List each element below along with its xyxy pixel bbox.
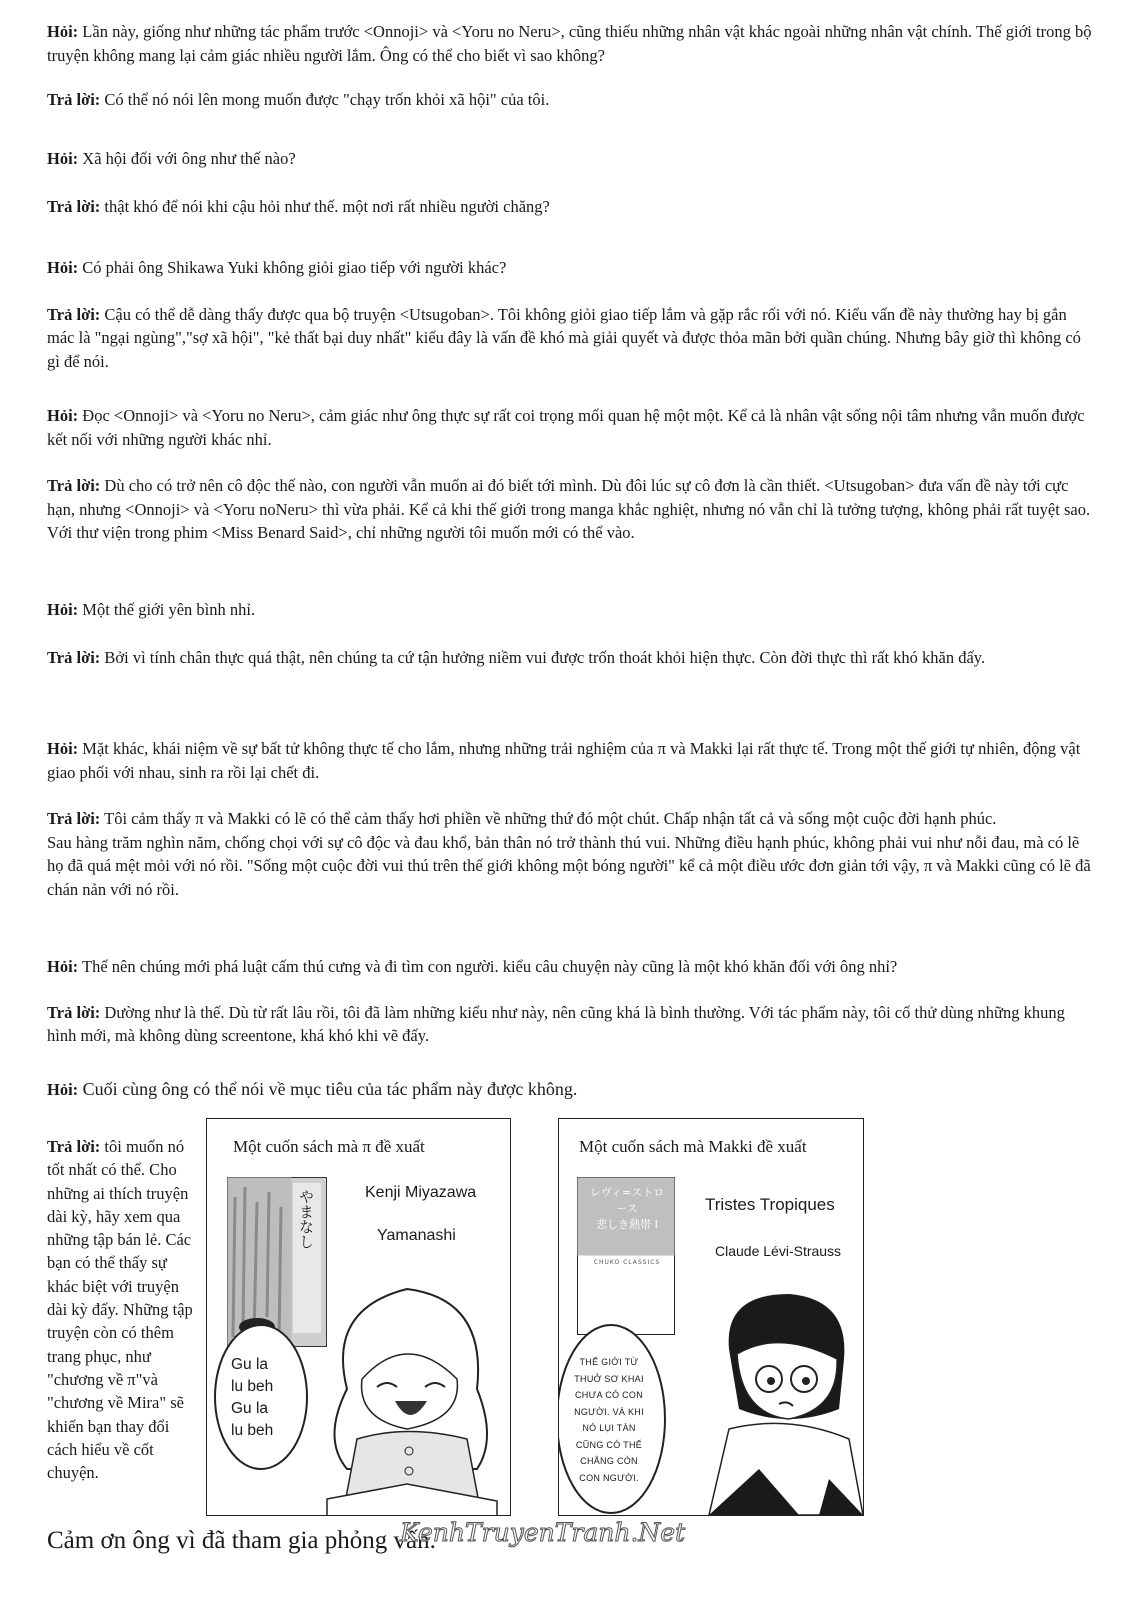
watermark: KenhTruyenTranh.Net <box>400 1518 686 1547</box>
question-text: Mặt khác, khái niệm về sự bất tử không thực tế cho lắm, nhưng những trải nghiệm của π và Makki lại rất thực tế. Trong một thế giới tự nhiên, động vật giao phối với nhau, sinh ra rồi lại chết đi. <box>47 739 1081 782</box>
answer-text: tôi muốn nó tốt nhất có thể. Cho những ai thích truyện dài kỳ, hãy xem qua những tập bán lẻ. Các bạn có thể thấy sự khác biệt với truyện dài kỳ đấy. Những tập truyện còn có thêm trang phục, như "chương về π"và "chương về Mira" sẽ khiến bạn thay đổi cách hiểu về cốt chuyện. <box>47 1137 193 1483</box>
question-text: Lần này, giống như những tác phẩm trước <Onnoji> và <Yoru no Neru>, cũng thiếu những nhân vật khác ngoài những nhân vật chính. Thế giới trong bộ truyện không mang lại cảm giác nhiều người lắm. Ông có thể cho biết vì sao không? <box>47 22 1092 65</box>
answer-text: Dường như là thế. Dù từ rất lâu rồi, tôi đã làm những kiểu như này, nên cũng khá là bình thường. Với tác phẩm này, tôi cố thử dùng những khung hình mới, mà không dùng screentone, khá khó khi vẽ đấy. <box>47 1002 1065 1045</box>
answer <box>47 1001 1097 1048</box>
question-label: Hỏi: <box>47 600 79 619</box>
book-title: Yamanashi <box>377 1227 456 1244</box>
answer-continued: Sau hàng trăm nghìn năm, chống chọi với sự cô độc và đau khổ, bản thân nó trở thành thú vui. Những điều hạnh phúc, không phải vui như nỗi đau, mà có lẽ họ đã quá mệt mỏi với nó rồi. "Sống một cuộc đời vui thú trên thế giới không một bóng người" kể cả một điều ước đơn giản tới vậy, π và Makki cũng có lẽ đã chán nản với nó rồi. <box>47 832 1091 899</box>
question <box>47 404 1097 451</box>
question <box>47 955 1097 979</box>
answer-text: Bởi vì tính chân thực quá thật, nên chúng ta cứ tận hưởng niềm vui được trốn thoát khỏi hiện thực. Còn đời thực thì rất khó khăn đấy. <box>104 647 986 667</box>
answer-label: Trả lời: <box>47 809 101 828</box>
question <box>47 737 1097 784</box>
boy-character-illustration <box>679 1279 863 1515</box>
answer-label: Trả lời: <box>47 1137 101 1156</box>
question-text: Đọc <Onnoji> và <Yoru no Neru>, cảm giác như ông thực sự rất coi trọng mối quan hệ một một. Kể cả là nhân vật sống nội tâm nhưng vẫn muốn được kết nối với những người khác nhỉ. <box>47 406 1085 449</box>
question <box>47 20 1097 67</box>
qa-block-7 <box>47 955 1097 1048</box>
book-author: Kenji Miyazawa <box>365 1184 477 1201</box>
answer <box>47 807 1097 831</box>
question <box>47 598 1097 622</box>
final-answer <box>47 1135 199 1484</box>
qa-block-3 <box>47 256 1097 373</box>
qa-block-5 <box>47 598 1097 669</box>
answer-label: Trả lời: <box>47 196 101 216</box>
answer-text: thật khó để nói khi cậu hỏi như thế. một nơi rất nhiều người chăng? <box>104 196 550 216</box>
qa-block-8 <box>47 1078 1097 1102</box>
question-text: Thế nên chúng mới phá luật cấm thú cưng và đi tìm con người. kiểu câu chuyện này cũng là một khó khăn đối với ông nhỉ? <box>82 957 898 976</box>
question-text: Có phải ông Shikawa Yuki không giỏi giao tiếp với người khác? <box>82 258 507 277</box>
book-cover-publisher: CHUKO CLASSICS <box>593 1259 661 1266</box>
question <box>47 1078 1097 1102</box>
closing-thanks: Cảm ơn ông vì đã tham gia phỏng vấn. <box>47 1527 436 1554</box>
manga-panel-makki <box>558 1118 864 1516</box>
question-label: Hỏi: <box>47 957 79 976</box>
question-text: Xã hội đối với ông như thế nào? <box>82 149 296 168</box>
answer <box>47 88 1097 112</box>
book-author: Claude Lévi-Strauss <box>715 1243 842 1259</box>
answer-text: Tôi cảm thấy π và Makki có lẽ có thể cảm thấy hơi phiền về những thứ đó một chút. Chấp nhận tất cả và sống một cuộc đời hạnh phúc. <box>104 809 997 828</box>
qa-block-6 <box>47 737 1097 901</box>
question-label: Hỏi: <box>47 22 79 41</box>
speech-bubble-text: Gu la lu beh Gu la lu beh <box>231 1356 274 1439</box>
question-text: Cuối cùng ông có thể nói về mục tiêu của tác phẩm này được không. <box>82 1079 578 1099</box>
qa-block-2 <box>47 147 1097 218</box>
question <box>47 147 1097 171</box>
answer-text: Có thể nó nói lên mong muốn được "chạy trốn khỏi xã hội" của tôi. <box>104 90 550 109</box>
question-label: Hỏi: <box>47 739 79 758</box>
answer <box>47 195 1097 219</box>
question-label: Hỏi: <box>47 149 79 168</box>
panel-title: Một cuốn sách mà Makki đề xuất <box>579 1137 807 1156</box>
book-title: Tristes Tropiques <box>705 1195 835 1214</box>
qa-block-1 <box>47 20 1097 112</box>
manga-panel-pi <box>206 1118 511 1516</box>
answer-text: Dù cho có trở nên cô độc thế nào, con người vẫn muốn ai đó biết tới mình. Dù đôi lúc sự cô đơn là cần thiết. <Utsugoban> đưa vấn đề này tới cực hạn, nhưng <Onnoji> và <Yoru noNeru> thì vừa phải. Kể cả khi thế giới trong manga khắc nghiệt, nhưng nó vẫn chỉ là tưởng tượng, không phải rất tuyệt sao. Với thư viện trong phim <Miss Benard Said>, chỉ những người tôi muốn mới có thể vào. <box>47 476 1091 542</box>
question-label: Hỏi: <box>47 406 79 425</box>
answer-label: Trả lời: <box>47 476 101 495</box>
question-text: Một thế giới yên bình nhỉ. <box>82 600 256 619</box>
panel-title: Một cuốn sách mà π đề xuất <box>233 1137 425 1156</box>
qa-block-4 <box>47 404 1097 545</box>
answer-text: Cậu có thể dễ dàng thấy được qua bộ truyện <Utsugoban>. Tôi không giỏi giao tiếp lắm và gặp rắc rối với nó. Kiểu vấn đề này thường hay bị gắn mác là "ngại ngùng","sợ xã hội", "kẻ thất bại duy nhất" kiểu đây là vấn đề khó mà giải quyết và được thỏa mãn bởi quần chúng. Nhưng bây giờ thì không có gì để nói. <box>47 304 1081 371</box>
book-cover-title: レヴィ=ストロース 悲しき熱帯 I <box>589 1186 665 1231</box>
question-label: Hỏi: <box>47 1080 79 1099</box>
answer <box>47 474 1097 545</box>
book-cover-title: やまなし <box>297 1189 313 1249</box>
answer-label: Trả lời: <box>47 304 101 324</box>
answer <box>47 303 1097 374</box>
answer <box>47 646 1097 670</box>
question-label: Hỏi: <box>47 258 79 277</box>
girl-character-illustration <box>307 1269 507 1516</box>
answer-label: Trả lời: <box>47 647 101 667</box>
answer-label: Trả lời: <box>47 90 101 109</box>
speech-bubble-text: THẾ GIỚI TỪ THUỞ SƠ KHAI CHƯA CÓ CON NGƯỜI. VÀ KHI NÓ LỤI TÀN CŨNG CÓ THỂ CHẲNG CÒN CON NGƯỜI. <box>574 1357 644 1483</box>
question <box>47 256 1097 280</box>
answer-label: Trả lời: <box>47 1002 101 1022</box>
